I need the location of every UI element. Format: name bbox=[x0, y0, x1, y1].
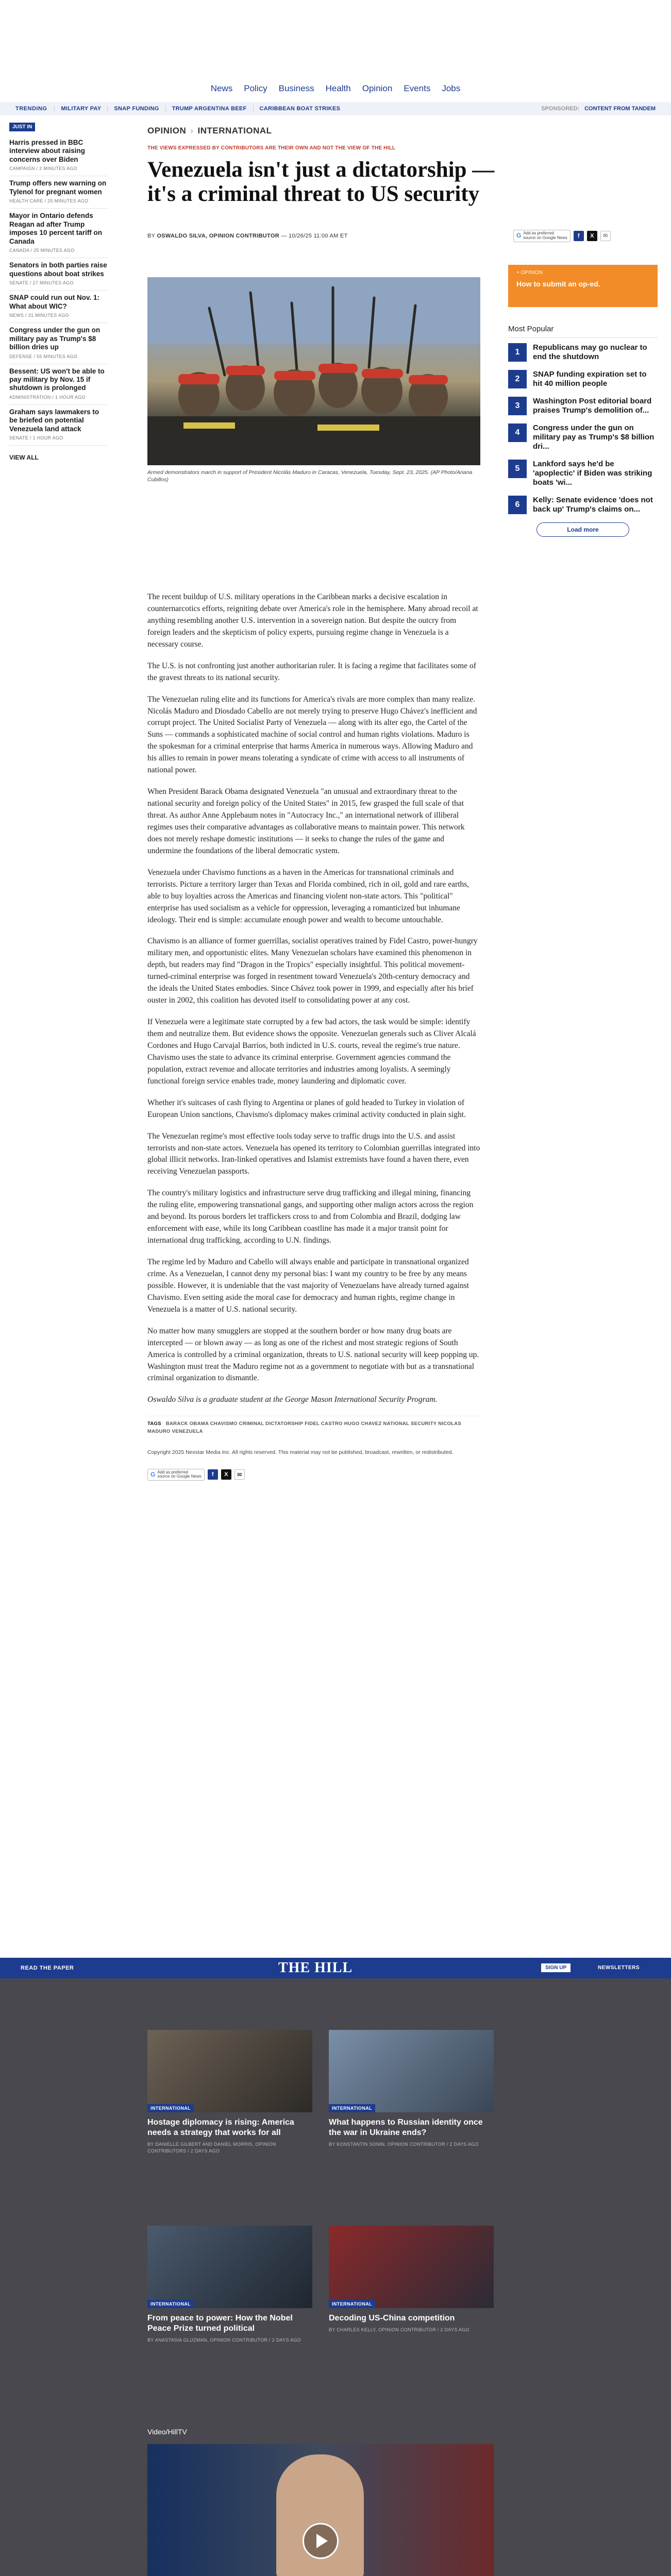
list-item-title[interactable]: SNAP could run out Nov. 1: What about WIC? bbox=[9, 294, 100, 310]
sponsored-link[interactable]: CONTENT FROM TANDEM bbox=[584, 106, 656, 112]
story-title[interactable]: Hostage diplomacy is rising: America needs a strategy that works for all bbox=[147, 2118, 294, 2137]
hero-image bbox=[147, 277, 480, 465]
section-breadcrumb bbox=[147, 126, 272, 136]
most-popular-item[interactable] bbox=[508, 423, 658, 451]
paragraph: The regime led by Maduro and Cabello will always enable and participate in transnational organized crime. As a Venezuelan, I cannot deny my personal bias: I want my country to be free by any means possible. However, it is undeniable that the vast majority of Venezuelans have already turned against Chavismo. Even setting aside the moral case for democracy and human rights, regime change in Venezuela is a matter of U.S. national security. bbox=[147, 1258, 469, 1314]
list-item[interactable] bbox=[9, 209, 107, 258]
list-item-meta: SENATE / 27 MINUTES AGO bbox=[9, 280, 74, 286]
play-icon[interactable] bbox=[303, 2523, 339, 2559]
list-item-title[interactable]: Harris pressed in BBC interview about raising concerns over Biden bbox=[9, 139, 86, 163]
tags-list[interactable]: BARACK OBAMA CHAVISMO CRIMINAL DICTATORSHIP FIDEL CASTRO HUGO CHAVEZ NATIONAL SECURITY NICOLAS MADURO VENEZUELA bbox=[147, 1421, 462, 1434]
facebook-icon[interactable]: f bbox=[208, 1469, 218, 1480]
opinion-disclaimer: THE VIEWS EXPRESSED BY CONTRIBUTORS ARE THEIR OWN AND NOT THE VIEW OF THE HILL bbox=[147, 145, 396, 151]
trending-item[interactable]: CARIBBEAN BOAT STRIKES bbox=[253, 106, 347, 112]
most-popular-title: Most Popular bbox=[508, 325, 658, 338]
story-tag: INTERNATIONAL bbox=[147, 2104, 194, 2112]
paragraph: The Venezuelan ruling elite and its functions for America's rivals are more complex than many realize. Nicolás Maduro and Diosdado Cabello are not merely trying to preserve Hugo Chávez's inefficient and corrupt project. The United Socialist Party of Venezuela — along with its alter ego, the Cartel of the Suns — commands a sophisticated machine of social control and human rights violations. Maduro is the spokesman for a criminal enterprise that harms America in numerous ways. Allowing Maduro and his allies to remain in power means tolerating a syndicate of crime with access to all instruments of national power. bbox=[147, 694, 477, 775]
byline-date: 10/26/25 11:00 AM ET bbox=[289, 233, 348, 239]
tags-label: TAGS bbox=[147, 1421, 161, 1427]
most-popular-item-title[interactable]: SNAP funding expiration set to hit 40 million people bbox=[533, 370, 647, 388]
paragraph: If Venezuela were a legitimate state corrupted by a few bad actors, the task would be simple: identify them and neutralize them. But evidence shows the opposite. Venezuelan generals such as Cliver Alcalá Cordones and Hugo Carvajal Barrios, both indicted in U.S. courts, reveal the regime's true nature. Chavismo uses the state to advance its criminal enterprise. Government agencies command the population, extract revenue and allocate territories and industries among loyalists. A seemingly functional foreign service enables trade, money laundering and diplomatic cover. bbox=[147, 1018, 476, 1086]
list-item[interactable] bbox=[9, 258, 107, 291]
trending-item[interactable]: MILITARY PAY bbox=[54, 106, 107, 112]
x-icon[interactable]: X bbox=[221, 1469, 231, 1480]
story-card[interactable] bbox=[329, 2226, 494, 2333]
story-tag: INTERNATIONAL bbox=[329, 2300, 375, 2308]
rank-badge: 5 bbox=[508, 460, 527, 478]
byline bbox=[147, 233, 348, 239]
google-preferred-badge[interactable] bbox=[513, 230, 571, 242]
breadcrumb-international[interactable]: INTERNATIONAL bbox=[197, 126, 272, 135]
list-item-meta: CAMPAIGN / 2 MINUTES AGO bbox=[9, 166, 78, 172]
paragraph: The country's military logistics and infrastructure serve drug trafficking and illegal mining, financing the ruling elite, empowering transnational gangs, and supporting other malign actors across the region and beyond. Its porous borders let traffickers cross to and from Colombia and Brazil, dodging law enforcement with ease, while its long Caribbean coastline has made it a major transit point for international drug trafficking, according to U.N. findings. bbox=[147, 1189, 474, 1245]
copyright: Copyright 2025 Nexstar Media Inc. All rights reserved. This material may not be published, broadcast, rewritten, or redistributed. bbox=[147, 1449, 454, 1455]
google-preferred-badge[interactable] bbox=[147, 1469, 205, 1481]
tags bbox=[147, 1416, 480, 1435]
breadcrumb-separator: › bbox=[190, 126, 194, 135]
rank-badge: 3 bbox=[508, 397, 527, 415]
story-title[interactable]: Decoding US-China competition bbox=[329, 2314, 455, 2323]
trending-item[interactable]: TRUMP ARGENTINA BEEF bbox=[165, 106, 253, 112]
most-popular-item-title[interactable]: Kelly: Senate evidence 'does not back up' Trump's claims on... bbox=[533, 496, 653, 514]
list-item-meta: ADMINISTRATION / 1 HOUR AGO bbox=[9, 394, 86, 400]
paragraph: No matter how many smugglers are stopped at the southern border or how many drug boats are intercepted — or blown away — as long as one of the richest and most strategic regions of South America is controlled by a criminal organization, threats to U.S. national security will keep popping up. Washington must treat the Maduro regime not as a government to negotiate with but as a transnational criminal organization to dismantle. bbox=[147, 1326, 479, 1383]
newsletters-link[interactable]: NEWSLETTERS bbox=[598, 1965, 640, 1971]
promo-label: + OPINION bbox=[516, 270, 543, 276]
author-note: Oswaldo Silva is a graduate student at the George Mason International Security Program. bbox=[147, 1395, 438, 1404]
story-tag: INTERNATIONAL bbox=[147, 2300, 194, 2308]
list-item-title[interactable]: Senators in both parties raise questions about boat strikes bbox=[9, 261, 107, 278]
nav-opinion[interactable]: Opinion bbox=[362, 83, 393, 93]
list-item[interactable] bbox=[9, 364, 107, 405]
list-item-meta: DEFENSE / 55 MINUTES AGO bbox=[9, 353, 78, 359]
sticky-header bbox=[0, 1958, 671, 1978]
view-all-link[interactable]: VIEW ALL bbox=[9, 454, 39, 462]
load-more-button[interactable]: Load more bbox=[536, 522, 629, 537]
paragraph: The recent buildup of U.S. military operations in the Caribbean marks a decisive escalation in counternarcotics efforts, reigniting debate over America's role in the hemisphere. Many abroad recoil at anything resembling another U.S. intervention in a sovereign nation. But despite the outcry from foreign leaders and the skepticism of policy experts, pursuing regime change in Venezuela is a necessary course. bbox=[147, 592, 478, 649]
list-item[interactable] bbox=[9, 291, 107, 323]
sign-up-button[interactable]: SIGN UP bbox=[541, 1963, 571, 1972]
story-meta: BY ANASTASIA GLUZMAN, OPINION CONTRIBUTOR / 2 DAYS AGO bbox=[147, 2337, 301, 2343]
badge-line1: Add as preferred bbox=[157, 1469, 188, 1475]
badge-line2: source on Google News bbox=[157, 1474, 202, 1479]
nav-news[interactable]: News bbox=[210, 83, 233, 93]
most-popular-item-title[interactable]: Washington Post editorial board praises Trump's demolition of... bbox=[533, 397, 652, 415]
badge-line1: Add as preferred bbox=[523, 231, 554, 235]
promo-title[interactable]: How to submit an op-ed. bbox=[516, 280, 600, 288]
nav-health[interactable]: Health bbox=[325, 83, 351, 93]
submit-op-ed-promo[interactable] bbox=[508, 265, 658, 307]
rank-badge: 6 bbox=[508, 496, 527, 514]
paragraph: Whether it's suitcases of cash flying to Argentina or planes of gold headed to Turkey in violation of European Union sanctions, Chavismo's diplomacy makes criminal activity conducted in plain sight. bbox=[147, 1098, 466, 1119]
most-popular-item[interactable] bbox=[508, 496, 658, 514]
rank-badge: 2 bbox=[508, 370, 527, 388]
article-body bbox=[147, 591, 480, 1481]
badge-line2: source on Google News bbox=[523, 235, 567, 240]
rank-badge: 4 bbox=[508, 423, 527, 442]
trending-label: TRENDING bbox=[15, 106, 47, 112]
paragraph: Chavismo is an alliance of former guerrillas, socialist operatives trained by Fidel Castro, power-hungry military men, and opportunistic elites. Many Venezuelan scholars have examined this phenomenon in depth, but readers may find "Dragon in the Tropics" especially insightful. This political movement-turned-criminal enterprise was forged in resentment toward Venezuela's 20th-century democracy and the ideals the United States embodies. Since Chávez took power in 1999, and especially after his brief ouster in 2002, this coalition has devoted itself to consolidating power at any cost. bbox=[147, 937, 478, 1005]
story-card[interactable] bbox=[147, 2226, 312, 2344]
list-item-title[interactable]: Bessent: US won't be able to pay military by Nov. 15 if shutdown is prolonged bbox=[9, 367, 105, 392]
google-badge-text bbox=[157, 1470, 201, 1480]
story-meta: BY KONSTANTIN SONIN, OPINION CONTRIBUTOR / 2 DAYS AGO bbox=[329, 2142, 479, 2147]
paragraph: The U.S. is not confronting just another authoritarian ruler. It is facing a regime that facilitates some of the gravest threats to its national security. bbox=[147, 661, 476, 682]
list-item-meta: SENATE / 1 HOUR AGO bbox=[9, 435, 63, 441]
story-meta: BY DANIELLE GILBERT AND DANIEL MORRIS, OPINION CONTRIBUTORS / 2 DAYS AGO bbox=[147, 2142, 276, 2154]
share-row bbox=[513, 230, 611, 242]
story-title[interactable]: From peace to power: How the Nobel Peace Prize turned political bbox=[147, 2314, 293, 2333]
most-popular-item-title[interactable]: Lankford says he'd be 'apoplectic' if Biden was striking boats 'wi... bbox=[533, 460, 652, 487]
list-item-meta: NEWS / 31 MINUTES AGO bbox=[9, 313, 69, 318]
demonstrators-illustration bbox=[147, 277, 480, 465]
list-item-title[interactable]: Congress under the gun on military pay as Trump's $8 billion dries up bbox=[9, 326, 100, 351]
email-icon[interactable]: ✉ bbox=[600, 231, 611, 241]
paragraph: When President Barack Obama designated Venezuela "an unusual and extraordinary threat to the national security and foreign policy of the United States" in 2015, few grasped the full scale of that threat. As author Anne Applebaum notes in "Autocracy Inc.," an international network of illiberal regimes uses their comparative advantages as collaborative means to maintain power. This network does not merely reshape domestic institutions — it seeks to change the rules of the game and undermine the foundations of the liberal democratic system. bbox=[147, 787, 465, 855]
most-popular-item-title[interactable]: Congress under the gun on military pay as Trump's $8 billion dri... bbox=[533, 423, 655, 451]
sponsored-label: SPONSORED: bbox=[541, 106, 580, 112]
nav-business[interactable]: Business bbox=[278, 83, 314, 93]
google-badge-text bbox=[523, 231, 567, 241]
most-popular bbox=[508, 325, 658, 537]
most-popular-item[interactable] bbox=[508, 460, 658, 487]
most-popular-item[interactable] bbox=[508, 343, 658, 362]
list-item-title[interactable]: Graham says lawmakers to be briefed on potential Venezuela land attack bbox=[9, 408, 99, 433]
list-item-title[interactable]: Mayor in Ontario defends Reagan ad after Trump imposes 10 percent tariff on Canada bbox=[9, 212, 103, 245]
facebook-icon[interactable]: f bbox=[574, 231, 584, 241]
featured-video[interactable] bbox=[147, 2444, 494, 2576]
list-item[interactable] bbox=[9, 323, 107, 364]
most-popular-item-title[interactable]: Republicans may go nuclear to end the shutdown bbox=[533, 343, 647, 361]
story-image[interactable] bbox=[147, 2030, 312, 2112]
google-icon: G bbox=[150, 1470, 156, 1478]
most-popular-item[interactable] bbox=[508, 370, 658, 388]
main-nav bbox=[0, 77, 671, 100]
read-paper-link[interactable]: READ THE PAPER bbox=[21, 1965, 74, 1971]
byline-sep: — bbox=[281, 233, 289, 239]
story-card[interactable] bbox=[329, 2030, 494, 2148]
byline-prefix: BY bbox=[147, 233, 156, 239]
trending-item[interactable]: SNAP FUNDING bbox=[107, 106, 165, 112]
list-item-meta: HEALTH CARE / 25 MINUTES AGO bbox=[9, 198, 89, 204]
trending-bar bbox=[0, 102, 671, 115]
list-item[interactable] bbox=[9, 135, 107, 176]
story-image[interactable] bbox=[329, 2030, 494, 2112]
just-in-rail bbox=[9, 122, 107, 461]
list-item[interactable] bbox=[9, 405, 107, 446]
the-hill-logo[interactable]: THE HILL bbox=[278, 1960, 353, 1976]
video-section-header[interactable]: Video/HillTV bbox=[147, 2428, 187, 2436]
breadcrumb-opinion[interactable]: OPINION bbox=[147, 126, 187, 135]
email-icon[interactable]: ✉ bbox=[234, 1469, 245, 1480]
hero-caption: Armed demonstrators march in support of President Nicolás Maduro in Caracas, Venezuela, Tuesday, Sept. 23, 2025. (AP Photo/Ariana Cubillos) bbox=[147, 469, 473, 483]
paragraph: Venezuela under Chavismo functions as a haven in the Americas for transnational criminals and terrorists. Picture a territory larger than Texas and Florida combined, rich in oil, gold and rare earths, able to buy loyalties across the Americas and financing violent non-state actors. This "political" enterprise has used socialism as a vehicle for oppression, leveraging a romanticized but inhumane ideology. Their end is simple: accumulate enough power and wealth to become untouchable. bbox=[147, 868, 469, 924]
byline-author[interactable]: OSWALDO SILVA, OPINION CONTRIBUTOR bbox=[157, 233, 279, 239]
list-item-title[interactable]: Trump offers new warning on Tylenol for pregnant women bbox=[9, 179, 107, 196]
article-headline: Venezuela isn't just a dictatorship — it's a criminal threat to US security bbox=[147, 158, 495, 207]
nav-events[interactable]: Events bbox=[404, 83, 431, 93]
most-popular-item[interactable] bbox=[508, 397, 658, 415]
story-card[interactable] bbox=[147, 2030, 312, 2154]
google-icon: G bbox=[516, 232, 522, 240]
story-image[interactable] bbox=[329, 2226, 494, 2308]
rank-badge: 1 bbox=[508, 343, 527, 362]
paragraph: The Venezuelan regime's most effective tools today serve to traffic drugs into the U.S. and assist terrorists and non-state actors. Venezuela has opened its territory to Colombian guerrillas integrated into global illicit networks. Iran-linked operatives and Islamist extremists have found a haven there, even receiving Venezuelan passports. bbox=[147, 1131, 480, 1176]
story-title[interactable]: What happens to Russian identity once the war in Ukraine ends? bbox=[329, 2118, 483, 2137]
x-icon[interactable]: X bbox=[587, 231, 597, 241]
list-item[interactable] bbox=[9, 176, 107, 209]
nav-jobs[interactable]: Jobs bbox=[442, 83, 461, 93]
story-image[interactable] bbox=[147, 2226, 312, 2308]
just-in-tag: JUST IN bbox=[9, 123, 35, 131]
list-item-meta: CANADA / 25 MINUTES AGO bbox=[9, 248, 75, 253]
nav-policy[interactable]: Policy bbox=[244, 83, 267, 93]
story-tag: INTERNATIONAL bbox=[329, 2104, 375, 2112]
story-meta: BY CHARLES KELLY, OPINION CONTRIBUTOR / 2 DAYS AGO bbox=[329, 2327, 469, 2332]
bottom-share-row bbox=[147, 1469, 480, 1481]
